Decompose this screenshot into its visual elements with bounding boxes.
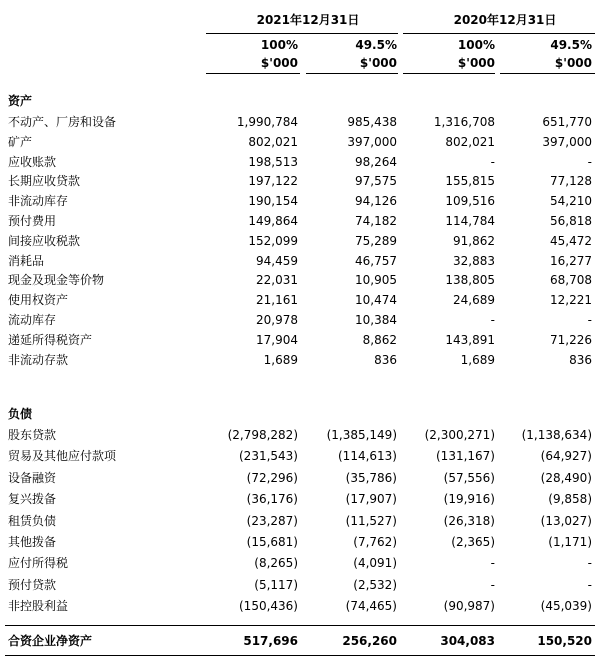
- liability-row-cell: (5,117): [254, 577, 298, 592]
- liability-row-cell: (1,171): [548, 535, 592, 549]
- asset-row-cell: 109,516: [445, 194, 495, 209]
- asset-row-cell: -: [587, 313, 592, 327]
- total-row-cell: 256,260: [342, 634, 397, 648]
- total-row-cell: 150,520: [537, 634, 592, 648]
- asset-row-label: 流动库存: [8, 313, 57, 327]
- liability-row-label: 租赁负债: [8, 513, 57, 528]
- liability-row-cell: (13,027): [540, 513, 592, 528]
- liability-row-cell: (1,385,149): [326, 428, 397, 442]
- unit-underline: [306, 73, 398, 74]
- liability-row-cell: (19,916): [443, 492, 495, 507]
- liability-row-cell: (36,176): [246, 492, 298, 507]
- asset-row-cell: 56,818: [550, 214, 592, 228]
- liability-row-cell: (7,762): [353, 535, 397, 549]
- liability-row-cell: -: [587, 577, 592, 592]
- asset-row-label: 应收账款: [8, 154, 57, 169]
- liability-row-cell: (57,556): [443, 470, 495, 485]
- liability-row-label: 股东贷款: [8, 428, 57, 442]
- asset-row-cell: 155,815: [445, 174, 495, 189]
- asset-row-label: 不动产、厂房和设备: [8, 115, 117, 129]
- liability-row-label: 其他拨备: [8, 535, 57, 549]
- total-row-cell: 517,696: [243, 634, 298, 648]
- liability-row-cell: (9,858): [548, 492, 592, 507]
- period-underline-2021: [206, 33, 398, 34]
- liability-row-cell: (231,543): [239, 449, 298, 464]
- asset-row-cell: 17,904: [256, 332, 298, 347]
- unit-label: $'000: [260, 56, 298, 70]
- asset-row-cell: 20,978: [256, 313, 298, 327]
- unit-underline: [206, 73, 300, 74]
- share-label: 49.5%: [550, 38, 592, 52]
- asset-row-cell: 10,474: [355, 293, 397, 308]
- asset-row-cell: 24,689: [453, 293, 495, 308]
- total-top-rule: [5, 625, 595, 626]
- asset-row-cell: 32,883: [453, 253, 495, 268]
- section-title-assets: 资产: [8, 94, 33, 108]
- asset-row-cell: 91,862: [453, 233, 495, 248]
- liability-row-cell: (2,532): [353, 577, 397, 592]
- share-label: 100%: [457, 38, 495, 52]
- liability-row-label: 设备融资: [8, 470, 57, 485]
- asset-row-cell: -: [587, 154, 592, 169]
- asset-row-cell: 836: [569, 352, 592, 367]
- liability-row-label: 贸易及其他应付款项: [8, 449, 117, 464]
- unit-label: $'000: [554, 56, 592, 70]
- asset-row-cell: 74,182: [355, 214, 397, 228]
- asset-row-cell: 46,757: [355, 253, 397, 268]
- liability-row-cell: -: [490, 577, 495, 592]
- liability-row-cell: (90,987): [443, 599, 495, 614]
- asset-row-cell: 68,708: [550, 273, 592, 288]
- liability-row-label: 非控股利益: [8, 599, 69, 614]
- asset-row-cell: 94,459: [256, 253, 298, 268]
- liability-row-label: 复兴拨备: [8, 492, 57, 507]
- asset-row-cell: 802,021: [445, 134, 495, 149]
- asset-row-cell: 10,905: [355, 273, 397, 288]
- liability-row-cell: (26,318): [443, 513, 495, 528]
- asset-row-label: 预付费用: [8, 214, 57, 228]
- asset-row-cell: 985,438: [347, 115, 397, 129]
- period-header-2020: 2020年12月31日: [453, 13, 557, 27]
- period-header-2021: 2021年12月31日: [256, 13, 360, 27]
- liability-row-cell: (11,527): [345, 513, 397, 528]
- asset-row-label: 矿产: [8, 134, 33, 149]
- asset-row-label: 递延所得税资产: [8, 332, 93, 347]
- asset-row-cell: 651,770: [542, 115, 592, 129]
- period-underline-2020: [403, 33, 595, 34]
- asset-row-cell: 94,126: [355, 194, 397, 209]
- asset-row-cell: 10,384: [355, 313, 397, 327]
- liability-row-cell: (74,465): [345, 599, 397, 614]
- asset-row-label: 间接应收税款: [8, 233, 81, 248]
- unit-label: $'000: [457, 56, 495, 70]
- liability-row-cell: (131,167): [436, 449, 495, 464]
- asset-row-cell: 836: [374, 352, 397, 367]
- liability-row-cell: (150,436): [239, 599, 298, 614]
- asset-row-cell: 190,154: [248, 194, 298, 209]
- liability-row-cell: (35,786): [345, 470, 397, 485]
- asset-row-cell: 114,784: [445, 214, 495, 228]
- liability-row-cell: (2,365): [451, 535, 495, 549]
- liability-row-cell: (64,927): [540, 449, 592, 464]
- asset-row-cell: 397,000: [347, 134, 397, 149]
- section-title-liabilities: 负债: [8, 407, 33, 421]
- total-bottom-rule: [5, 655, 595, 656]
- asset-row-cell: 98,264: [355, 154, 397, 169]
- liability-row-cell: (28,490): [540, 470, 592, 485]
- asset-row-cell: 97,575: [355, 174, 397, 189]
- share-label: 100%: [260, 38, 298, 52]
- unit-label: $'000: [359, 56, 397, 70]
- asset-row-cell: 397,000: [542, 134, 592, 149]
- asset-row-cell: 75,289: [355, 233, 397, 248]
- liability-row-cell: (72,296): [246, 470, 298, 485]
- total-row-cell: 304,083: [440, 634, 495, 648]
- liability-row-label: 预付贷款: [8, 577, 57, 592]
- asset-row-cell: 77,128: [550, 174, 592, 189]
- liability-row-label: 应付所得税: [8, 556, 69, 571]
- liability-row-cell: (114,613): [338, 449, 397, 464]
- asset-row-cell: 197,122: [248, 174, 298, 189]
- asset-row-cell: 1,990,784: [236, 115, 298, 129]
- liability-row-cell: (2,300,271): [424, 428, 495, 442]
- asset-row-cell: 8,862: [362, 332, 397, 347]
- liability-row-cell: -: [587, 556, 592, 571]
- asset-row-cell: 12,221: [550, 293, 592, 308]
- asset-row-cell: 149,864: [248, 214, 298, 228]
- asset-row-cell: 143,891: [445, 332, 495, 347]
- asset-row-cell: 138,805: [445, 273, 495, 288]
- asset-row-cell: 22,031: [256, 273, 298, 288]
- asset-row-cell: 54,210: [550, 194, 592, 209]
- liability-row-cell: (17,907): [345, 492, 397, 507]
- asset-row-cell: 152,099: [248, 233, 298, 248]
- liability-row-cell: (4,091): [353, 556, 397, 571]
- asset-row-cell: 802,021: [248, 134, 298, 149]
- share-label: 49.5%: [355, 38, 397, 52]
- total-label: 合资企业净资产: [8, 634, 93, 648]
- liability-row-cell: (8,265): [254, 556, 298, 571]
- asset-row-cell: 1,316,708: [433, 115, 495, 129]
- liability-row-cell: (1,138,634): [521, 428, 592, 442]
- asset-row-label: 长期应收贷款: [8, 174, 81, 189]
- unit-underline: [500, 73, 595, 74]
- asset-row-label: 非流动存款: [8, 352, 69, 367]
- asset-row-cell: 198,513: [248, 154, 298, 169]
- asset-row-cell: 45,472: [550, 233, 592, 248]
- liability-row-cell: (2,798,282): [227, 428, 298, 442]
- asset-row-label: 使用权资产: [8, 293, 69, 308]
- asset-row-cell: 1,689: [263, 352, 298, 367]
- asset-row-label: 现金及现金等价物: [8, 273, 105, 288]
- liability-row-cell: (23,287): [246, 513, 298, 528]
- asset-row-cell: 21,161: [256, 293, 298, 308]
- unit-underline: [403, 73, 495, 74]
- liability-row-cell: (45,039): [540, 599, 592, 614]
- liability-row-cell: (15,681): [246, 535, 298, 549]
- asset-row-cell: 16,277: [550, 253, 592, 268]
- liability-row-cell: -: [490, 556, 495, 571]
- asset-row-label: 消耗品: [8, 253, 45, 268]
- asset-row-cell: 1,689: [460, 352, 495, 367]
- asset-row-cell: 71,226: [550, 332, 592, 347]
- asset-row-cell: -: [490, 154, 495, 169]
- asset-row-cell: -: [490, 313, 495, 327]
- asset-row-label: 非流动库存: [8, 194, 69, 209]
